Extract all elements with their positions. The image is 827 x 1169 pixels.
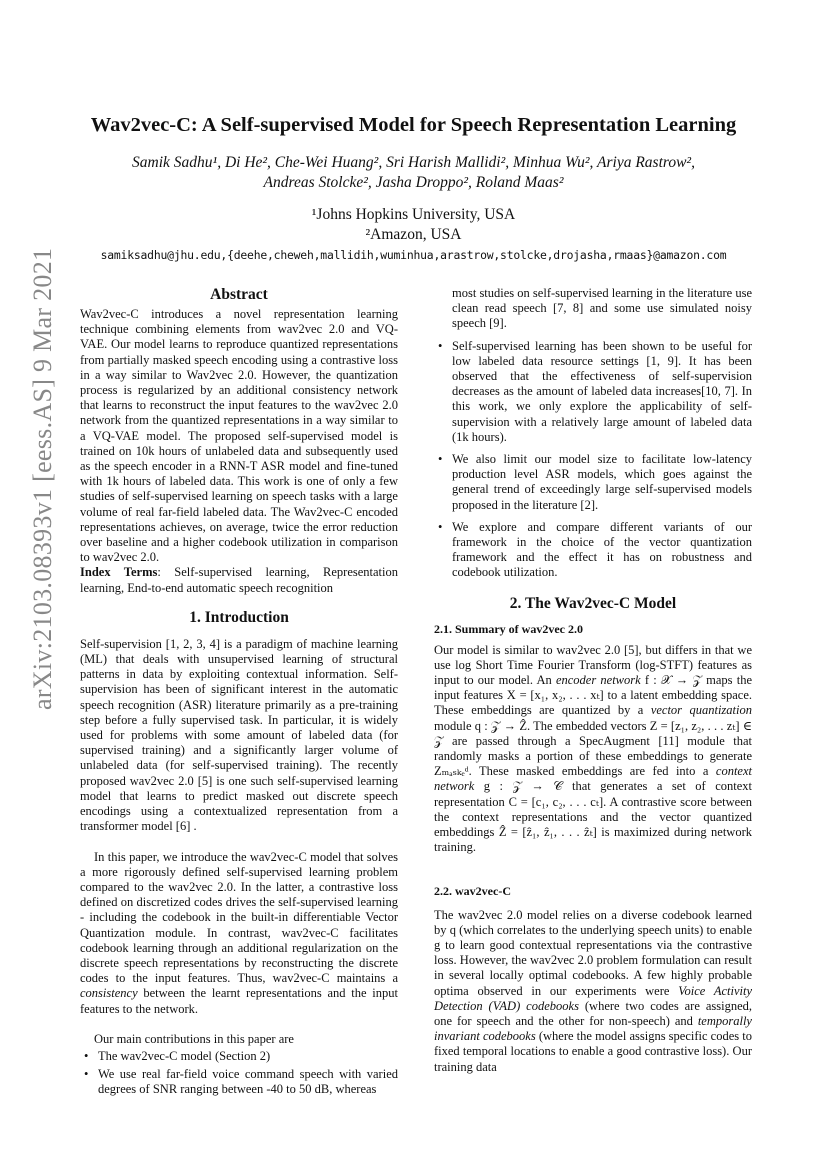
bullet-icon: • <box>438 338 443 353</box>
paper-title: Wav2vec-C: A Self-supervised Model for Speech Representation Learning <box>90 114 737 136</box>
summary-emphasis-1: encoder network <box>555 673 641 688</box>
authors-line-1: Samik Sadhu¹, Di He², Che-Wei Huang², Sri Harish Mallidi², Minhua Wu², Ariya Rastrow², <box>132 154 695 171</box>
left-column <box>80 286 398 1098</box>
intro-p2-text-a: In this paper, we introduce the wav2vec-C model that solves a more rigorously defined self-supervised learning problem compared to the wav2vec 2.0. In the latter, a contrastive loss defined on discretized codes drives the self-supervised learning - including the codebook in the built-in differentiable Vector Quantization module. In contrast, wav2vec-C facilitates codebook learning through an additional regularization on the discrete speech representations by reconstructing the discrete codes to the input features. Thus, wav2vec-C maintains a <box>80 849 398 986</box>
index-terms-label: Index Terms <box>80 565 158 580</box>
index-terms-text: : Self-supervised learning, Representation learning, End-to-end automatic speech recognition <box>80 565 398 595</box>
contributions-list-left <box>80 1049 398 1098</box>
bullet-icon: • <box>84 1067 89 1082</box>
w2vc-text-2: (where two codes are assigned, one for speech and the other for non-speech) and <box>434 998 752 1028</box>
summary-emphasis-3: context network <box>434 764 752 794</box>
list-item-text: We use real far-field voice command speech with varied degrees of SNR ranging between -40 to 50 dB, whereas <box>98 1067 398 1097</box>
abstract-text: Wav2vec-C introduces a novel representation learning technique combining elements from wav2vec 2.0 and VQ-VAE. Our model learns to reproduce quantized representations from partially masked speech encoding using a contrastive loss in a way similar to Wav2vec 2.0. However, the quantization process is regularized by an additional consistency network that learns to reconstruct the input features to the wav2vec 2.0 network from the quantized representations in a way similar to a VQ-VAE model. The proposed self-supervised model is trained on 10k hours of unlabeled data and subsequently used as the speech encoder in a RNN-T ASR model and fine-tuned with 1k hours of labeled data. This work is one of only a few studies of self-supervised learning on speech tasks with a large volume of real far-field labeled data. The Wav2vec-C encoded representations achieves, on average, twice the error reduction over baseline and a higher codebook utilization in comparison to wav2vec 2.0. <box>80 307 398 565</box>
abstract-heading: Abstract <box>210 286 268 303</box>
summary-text-1: Our model is similar to wav2vec 2.0 [5], but differs in that we use log Short Time Fourier Transform (log-STFT) features as input to our model. An <box>434 642 752 688</box>
list-item <box>80 1049 398 1064</box>
list-item <box>434 339 752 445</box>
summary-emphasis-2: vector quantization <box>650 703 752 718</box>
w2vc-emphasis-1: Voice Activity Detection (VAD) codebooks <box>434 983 753 1013</box>
intro-p2-emphasis: consistency <box>80 986 138 1001</box>
list-item <box>434 520 752 581</box>
summary-text-3: module q : 𝒵 → Ẑ. The embedded vectors Z = [z₁, z₂, . . . zₜ] ∈ 𝒵 are passed through a SpecAugment [11] module that randomly masks a portion of these embeddings to generate Zₘₐₛₖₑᵈ. These masked embeddings are fed into a <box>434 718 752 779</box>
bullet-icon: • <box>84 1048 89 1063</box>
subsection-2-2-heading: 2.2. wav2vec-C <box>434 883 511 898</box>
list-item <box>80 1067 398 1097</box>
bullet-icon: • <box>438 519 443 534</box>
intro-p2-text-b: between the learnt representations and the input features to the network. <box>80 986 398 1016</box>
list-item-text: most studies on self-supervised learning in the literature use clean read speech [7, 8] and some use simulated noisy speech [9]. <box>452 286 752 331</box>
affiliation-2: ²Amazon, USA <box>365 226 462 243</box>
subsection-2-1-heading: 2.1. Summary of wav2vec 2.0 <box>434 621 583 636</box>
arxiv-stamp: arXiv:2103.08393v1 [eess.AS] 9 Mar 2021 <box>28 247 57 710</box>
affiliation-1: ¹Johns Hopkins University, USA <box>311 206 516 223</box>
w2vc-text-1: The wav2vec 2.0 model relies on a diverse codebook learned by q (which correlates to the underlying speech units) to enable g to learn good contextual representations via the contrastive loss. However, the wav2vec 2.0 problem formulation can result in several locally optimal codebooks. A few highly probable optima observed in our experiments were <box>434 907 752 998</box>
w2vc-emphasis-2: temporally invariant codebooks <box>434 1013 752 1044</box>
author-emails: samiksadhu@jhu.edu,{deehe,cheweh,mallidih,wuminhua,arastrow,stolcke,drojasha,rmaas}@amazon.com <box>100 248 727 262</box>
summary-text-4: g : 𝒵 → 𝒞 that generates a set of context representation C = [c₁, c₂, . . . cₜ]. A contrastive score between the context representations and the vector quantized embeddings Ẑ = [ẑ₁, ẑ₁, . . . ẑₜ] is maximized during network training. <box>434 779 752 855</box>
intro-heading: 1. Introduction <box>189 608 289 626</box>
list-item-text: We also limit our model size to facilitate low-latency production level ASR models, which goes against the general trend of exceedingly large self-supervised models proposed in the literature [2]. <box>452 452 752 512</box>
right-column <box>434 286 752 1075</box>
authors-line-2: Andreas Stolcke², Jasha Droppo², Roland Maas² <box>263 174 564 191</box>
bullet-icon: • <box>438 452 443 467</box>
summary-text-2: f : 𝒳 → 𝒵 maps the input features X = [x₁, x₂, . . . xₜ] to a latent embedding space. These embeddings are quantized by a <box>434 673 752 718</box>
list-item-continued <box>434 286 752 332</box>
index-terms <box>80 565 398 595</box>
list-item-text: The wav2vec-C model (Section 2) <box>98 1048 271 1063</box>
model-heading: 2. The Wav2vec-C Model <box>509 594 677 612</box>
intro-paragraph-2 <box>80 850 398 1017</box>
list-item-text: We explore and compare different variants of our framework in the choice of the vector quantization framework and the effect it has on robustness and codebook utilization. <box>452 519 752 580</box>
list-item-text: Self-supervised learning has been shown to be useful for low labeled data resource settings [1, 9]. It has been observed that the effectiveness of self-supervision decreases as the amount of labeled data increases[10, 7]. In this work, we only explore the applicability of self-supervision with a relatively large amount of labeled data (1k hours). <box>452 338 752 444</box>
summary-paragraph <box>434 643 752 856</box>
intro-paragraph-1: Self-supervision [1, 2, 3, 4] is a paradigm of machine learning (ML) that deals with unsupervised learning of structural patterns in data by exploiting contextual information. Self-supervision has been of significant interest in the automatic speech recognition (ASR) literature primarily as a pre-training step before a fully supervised task. In particular, it is widely used for problems with some amount of labeled data (for supervised training) and a significantly larger volume of unlabeled data (for self-supervised training). The recently proposed wav2vec 2.0 [5] is one such self-supervised learning model that learns to predict masked out discrete speech encodings using a contextualized representation from a transformer model [6] . <box>80 636 398 834</box>
list-item <box>434 452 752 513</box>
w2vc-text-3: (where the model assigns specific codes to fixed temporal locations to enable a good contrastive loss). Our training data <box>434 1029 752 1074</box>
wav2vec-c-paragraph <box>434 908 752 1075</box>
intro-paragraph-3: Our main contributions in this paper are <box>94 1031 294 1046</box>
contributions-list-right <box>434 286 752 581</box>
